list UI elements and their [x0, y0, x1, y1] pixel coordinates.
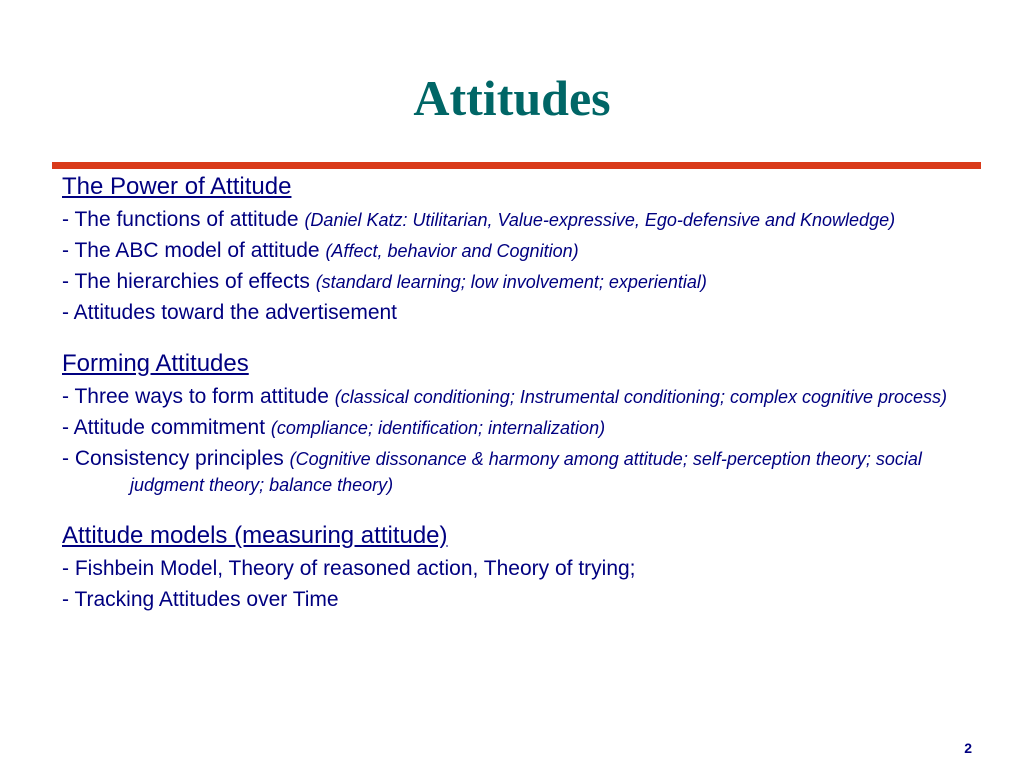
page-number: 2	[964, 740, 972, 756]
section-attitude-models	[62, 521, 987, 613]
bullet-item	[62, 207, 987, 233]
bullet-text: - Three ways to form attitude	[62, 385, 335, 408]
bullet-text: - Attitudes toward the advertisement	[62, 301, 398, 324]
section-forming-attitudes	[62, 349, 987, 498]
section-heading: Attitude models (measuring attitude)	[62, 522, 448, 549]
bullet-text: - The ABC model of attitude	[62, 239, 326, 262]
bullet-item	[62, 238, 987, 264]
bullet-note: (Cognitive dissonance & harmony among attitude; self-perception theory; social judgment theory; balance theory)	[130, 449, 922, 495]
bullet-note: (classical conditioning; Instrumental conditioning; complex cognitive process)	[334, 387, 948, 407]
bullet-item	[62, 384, 987, 410]
slide-title: Attitudes	[413, 70, 611, 126]
title-divider	[52, 162, 981, 169]
bullet-note: (compliance; identification; internalization)	[270, 418, 606, 438]
bullet-text: - Tracking Attitudes over Time	[62, 588, 339, 611]
bullet-item	[62, 446, 987, 498]
bullet-text: - Attitude commitment	[62, 416, 271, 439]
bullet-note: (Daniel Katz: Utilitarian, Value-expressive, Ego-defensive and Knowledge)	[304, 210, 896, 230]
bullet-item	[62, 556, 987, 582]
section-heading: Forming Attitudes	[62, 350, 249, 377]
bullet-text: - The hierarchies of effects	[62, 270, 316, 293]
slide-content	[62, 172, 987, 613]
bullet-text: - The functions of attitude	[62, 208, 305, 231]
bullet-item	[62, 300, 987, 326]
bullet-item	[62, 587, 987, 613]
bullet-item	[62, 269, 987, 295]
bullet-text: - Fishbein Model, Theory of reasoned action, Theory of trying;	[62, 557, 636, 580]
bullet-note: (Affect, behavior and Cognition)	[325, 241, 579, 261]
section-heading: The Power of Attitude	[62, 173, 292, 200]
bullet-item	[62, 415, 987, 441]
section-power-of-attitude	[62, 172, 987, 326]
bullet-text: - Consistency principles	[62, 447, 290, 470]
bullet-note: (standard learning; low involvement; experiential)	[315, 272, 707, 292]
